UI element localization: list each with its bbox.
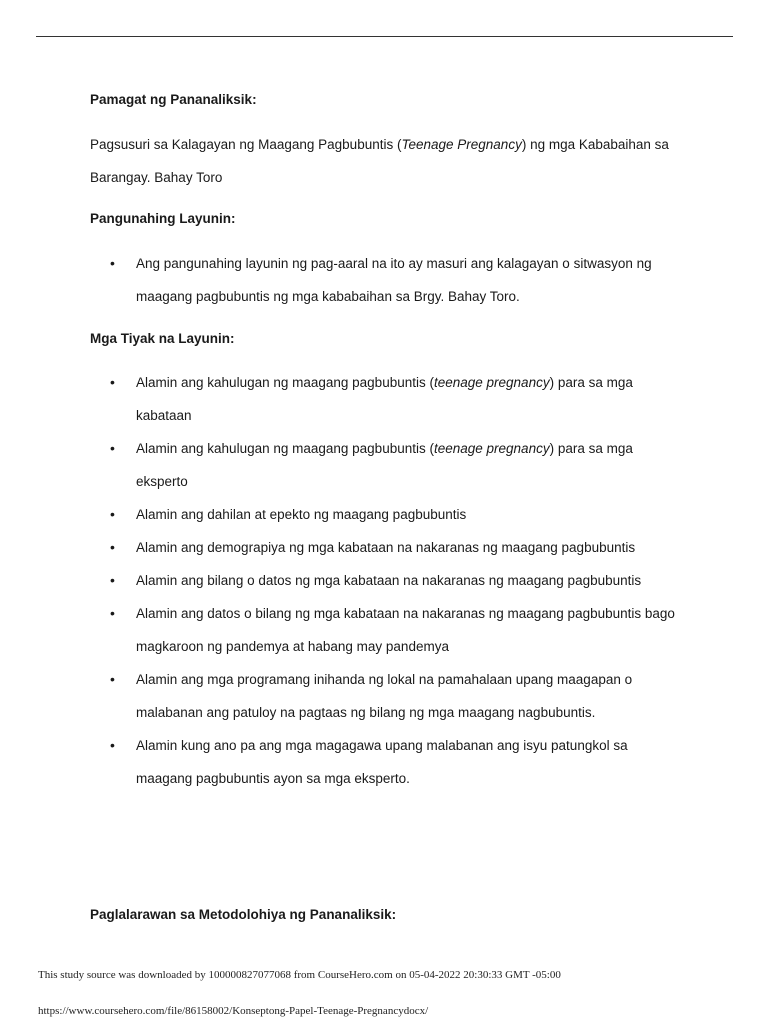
methodology-heading: Paglalarawan sa Metodolohiya ng Pananaliksik: (90, 907, 397, 922)
bullet-icon: • (110, 572, 115, 588)
bullet-icon: • (110, 539, 115, 555)
title-text-part: Pagsusuri sa Kalagayan ng Maagang Pagbubuntis ( (90, 137, 402, 152)
list-item (110, 729, 675, 795)
list-item (110, 432, 675, 498)
specific-objectives-heading: Mga Tiyak na Layunin: (90, 331, 235, 346)
list-item (110, 597, 675, 663)
research-title-heading: Pamagat ng Pananaliksik: (90, 92, 257, 107)
list-item (110, 498, 675, 531)
specific-objectives-list (110, 366, 675, 795)
list-item-text: Alamin ang mga programang inihanda ng lokal na pamahalaan upang maagapan o malabanan ang patuloy na pagtaas ng bilang ng mga maagang nagbubuntis. (136, 672, 633, 720)
bullet-icon: • (110, 671, 115, 687)
list-item (110, 366, 675, 432)
bullet-icon: • (110, 506, 115, 522)
list-item-italic: teenage pregnancy (433, 375, 550, 390)
list-item-text: Alamin ang demograpiya ng mga kabataan na nakaranas ng maagang pagbubuntis (136, 540, 636, 555)
list-item (110, 531, 675, 564)
list-item-text: Alamin ang kahulugan ng maagang pagbubuntis ( (136, 441, 434, 456)
list-item-text: Alamin kung ano pa ang mga magagawa upang malabanan ang isyu patungkol sa maagang pagbubuntis ayon sa mga eksperto. (136, 738, 628, 786)
list-item-italic: teenage pregnancy (433, 441, 550, 456)
download-source-note: This study source was downloaded by 100000827077068 from CourseHero.com on 05-04-2022 20:30:33 GMT -05:00 (38, 969, 561, 981)
list-item-text: ) para sa mga kabataan (136, 375, 633, 423)
list-item-text: Alamin ang bilang o datos ng mga kabataan na nakaranas ng maagang pagbubuntis (136, 573, 642, 588)
list-item (110, 663, 675, 729)
main-objective-heading: Pangunahing Layunin: (90, 211, 236, 226)
bullet-icon: • (110, 605, 115, 621)
bullet-icon: • (110, 440, 115, 456)
list-item-text: Alamin ang datos o bilang ng mga kabataan na nakaranas ng maagang pagbubuntis bago magkaroon ng pandemya at habang may pandemya (136, 606, 675, 654)
title-text-part: ) ng mga Kababaihan sa Barangay. Bahay Toro (90, 137, 669, 185)
research-title-text (90, 128, 690, 194)
main-objective-list (110, 247, 675, 313)
bullet-icon: • (110, 255, 115, 271)
list-item (110, 247, 675, 313)
list-item (110, 564, 675, 597)
source-url: https://www.coursehero.com/file/86158002/Konseptong-Papel-Teenage-Pregnancydocx/ (38, 1005, 429, 1017)
list-item-text: Alamin ang kahulugan ng maagang pagbubuntis ( (136, 375, 434, 390)
title-text-italic: Teenage Pregnancy (401, 137, 522, 152)
list-item-text: Alamin ang dahilan at epekto ng maagang pagbubuntis (136, 507, 467, 522)
top-rule (36, 36, 733, 37)
bullet-icon: • (110, 374, 115, 390)
list-item-text: Ang pangunahing layunin ng pag-aaral na ito ay masuri ang kalagayan o sitwasyon ng maagang pagbubuntis ng mga kababaihan sa Brgy. Bahay Toro. (136, 256, 652, 304)
list-item-text: ) para sa mga eksperto (136, 441, 633, 489)
bullet-icon: • (110, 737, 115, 753)
